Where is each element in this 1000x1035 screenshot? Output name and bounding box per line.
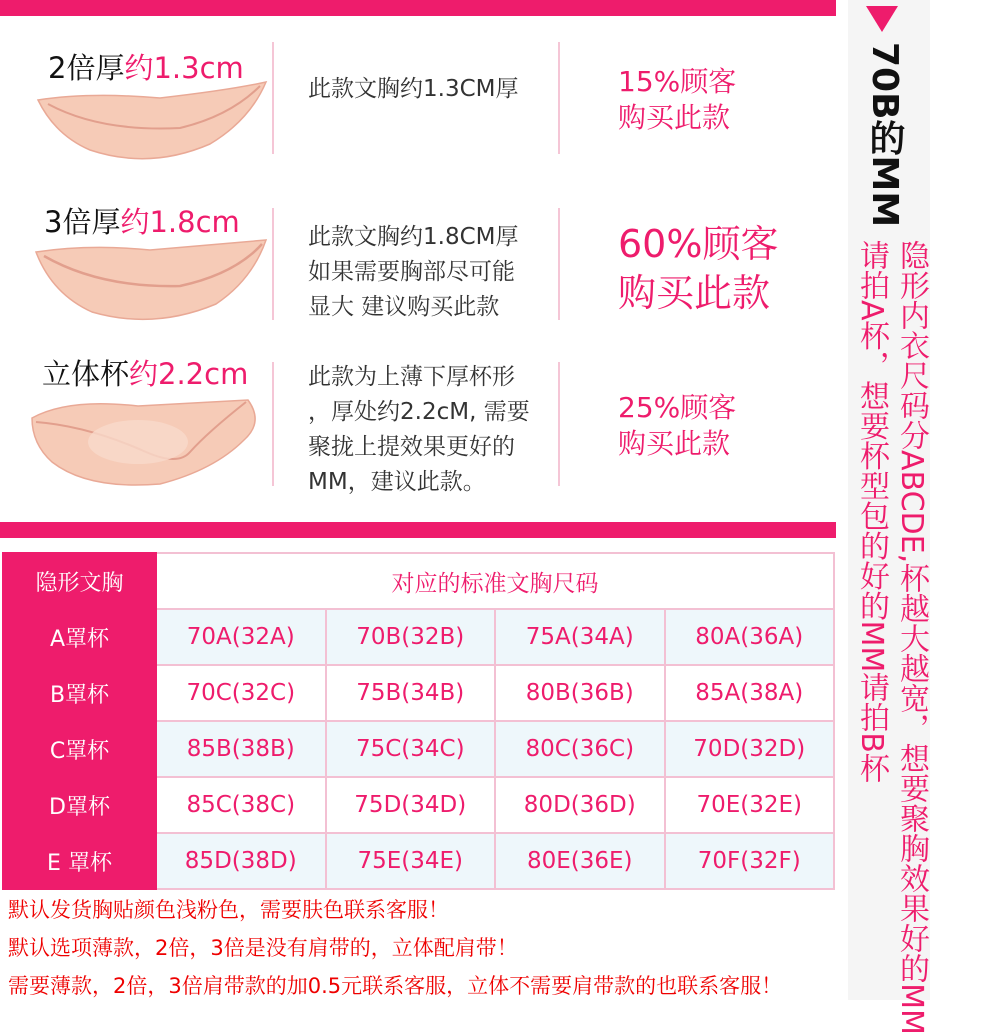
side-title: 70B的MM	[864, 42, 905, 228]
size-cell: 75B(34B)	[326, 665, 496, 721]
divider	[558, 208, 560, 320]
divider	[558, 362, 560, 486]
desc-line: MM，建议此款。	[308, 469, 486, 495]
desc-line: 显大 建议购买此款	[308, 294, 500, 320]
desc-line: ，厚处约2.2cM, 需要	[308, 399, 530, 425]
desc-line: 此款文胸约1.8CM厚	[308, 224, 519, 250]
pad-label-3x	[44, 200, 240, 241]
arrow-down-icon	[866, 6, 898, 32]
pad-image-3d	[28, 392, 268, 492]
size-table	[2, 552, 835, 890]
table-row	[3, 833, 834, 889]
pad-description-3d	[308, 360, 553, 500]
pad-label-3d	[42, 352, 248, 393]
size-cell: 70A(32A)	[156, 609, 326, 665]
desc-line: 如果需要胸部尽可能	[308, 259, 515, 285]
pad-type: 2倍厚	[48, 51, 125, 85]
pct-line: 60%顾客	[618, 222, 779, 266]
desc-line: 此款文胸约1.3CM厚	[308, 76, 519, 102]
header-cell: 对应的标准文胸尺码	[156, 553, 834, 609]
side-note-line1: 隐形内衣尺码分ABCDE,杯越大越宽，想要聚胸效果好的MM	[894, 240, 929, 1035]
pct-line: 15%顾客	[618, 65, 737, 98]
size-cell: 80E(36E)	[495, 833, 665, 889]
pad-image-3x	[30, 238, 270, 330]
middle-accent-bar	[0, 522, 836, 538]
pad-description-2x	[308, 72, 553, 107]
note-line: 需要薄款，2倍，3倍肩带款的加0.5元联系客服，立体不需要肩带款的也联系客服！	[8, 974, 783, 998]
pad-type: 3倍厚	[44, 205, 121, 239]
pad-thickness: 约1.3cm	[124, 51, 244, 85]
pad-thickness: 约1.8cm	[120, 205, 240, 239]
table-row	[3, 665, 834, 721]
divider	[558, 42, 560, 154]
pad-type: 立体杯	[42, 357, 130, 391]
side-note-line2: 请拍A杯，想要杯型包的好的MM请拍B杯	[854, 240, 889, 783]
size-cell: 80C(36C)	[495, 721, 665, 777]
size-cell: 75A(34A)	[495, 609, 665, 665]
pct-3x	[618, 220, 778, 319]
pct-line: 购买此款	[618, 427, 731, 461]
divider	[272, 362, 274, 486]
size-cell: 70C(32C)	[156, 665, 326, 721]
pad-thickness: 约2.2cm	[129, 357, 249, 391]
size-cell: 70B(32B)	[326, 609, 496, 665]
size-cell: 85C(38C)	[156, 777, 326, 833]
size-cell: 75D(34D)	[326, 777, 496, 833]
cup-cell: B罩杯	[3, 665, 156, 721]
size-cell: 70E(32E)	[665, 777, 835, 833]
table-header-row	[3, 553, 834, 609]
size-cell: 80A(36A)	[665, 609, 835, 665]
pad-description-3x	[308, 220, 553, 325]
size-cell: 70F(32F)	[665, 833, 835, 889]
desc-line: 聚拢上提效果更好的	[308, 434, 515, 460]
pct-3d	[618, 390, 736, 463]
divider	[272, 42, 274, 154]
size-cell: 80B(36B)	[495, 665, 665, 721]
note-line: 默认选项薄款，2倍，3倍是没有肩带的，立体配肩带！	[8, 936, 518, 960]
pct-line: 购买此款	[618, 101, 731, 135]
pct-2x	[618, 64, 736, 137]
size-cell: 85D(38D)	[156, 833, 326, 889]
size-cell: 85A(38A)	[665, 665, 835, 721]
cup-cell: D罩杯	[3, 777, 156, 833]
size-cell: 80D(36D)	[495, 777, 665, 833]
table-row	[3, 609, 834, 665]
table-row	[3, 777, 834, 833]
cup-cell: E 罩杯	[3, 833, 156, 889]
size-cell: 75C(34C)	[326, 721, 496, 777]
cup-cell: A罩杯	[3, 609, 156, 665]
cup-cell: C罩杯	[3, 721, 156, 777]
header-cell: 隐形文胸	[3, 553, 156, 609]
pad-image-2x	[30, 80, 270, 170]
size-cell: 70D(32D)	[665, 721, 835, 777]
table-row	[3, 721, 834, 777]
top-accent-bar	[0, 0, 836, 16]
divider	[272, 208, 274, 320]
pct-line: 购买此款	[618, 271, 771, 316]
note-line: 默认发货胸贴颜色浅粉色，需要肤色联系客服！	[8, 898, 449, 922]
size-cell: 85B(38B)	[156, 721, 326, 777]
pct-line: 25%顾客	[618, 391, 737, 424]
size-cell: 75E(34E)	[326, 833, 496, 889]
desc-line: 此款为上薄下厚杯形	[308, 364, 515, 390]
